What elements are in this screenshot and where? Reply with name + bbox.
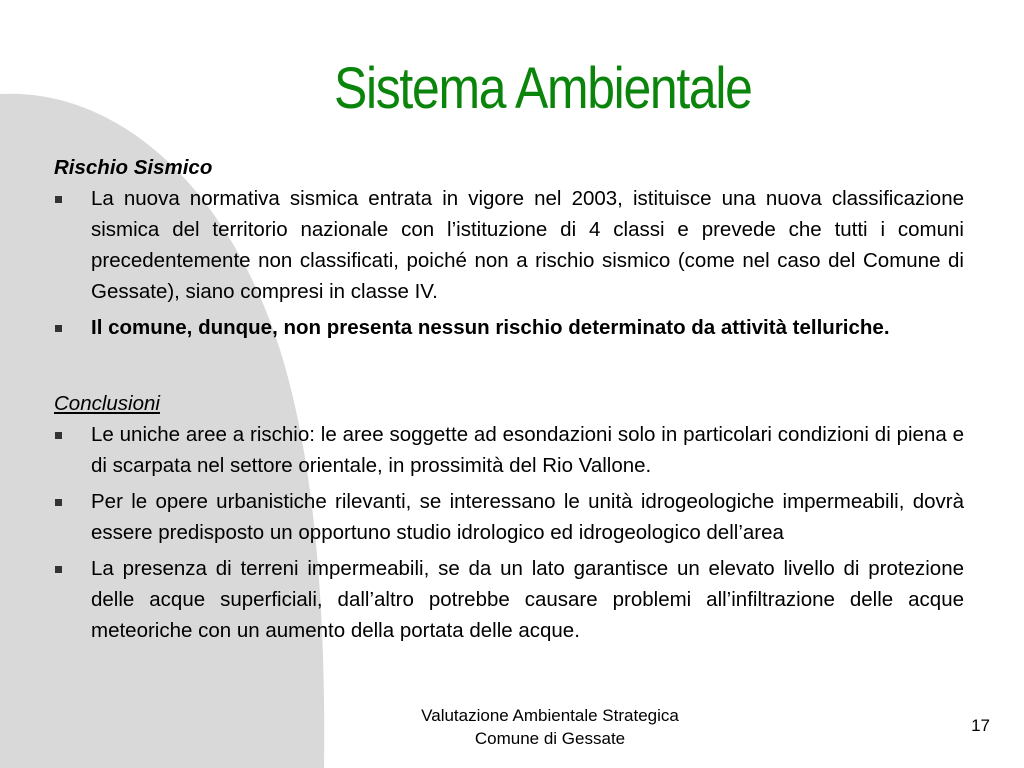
list-item — [54, 553, 964, 646]
square-bullet-icon — [55, 432, 62, 439]
conclusioni-heading-text: Conclusioni — [54, 392, 160, 415]
page-number: 17 — [971, 716, 990, 735]
bullet-text: Per le opere urbanistiche rilevanti, se interessano le unità idrogeologiche impermeabili, dovrà essere predisposto un opportuno studio idrologico ed idrogeologico dell’area — [91, 490, 964, 544]
section-spacer — [54, 348, 964, 388]
square-bullet-icon — [55, 499, 62, 506]
section-heading-conclusioni — [54, 388, 964, 419]
square-bullet-icon — [55, 196, 62, 203]
bullet-text: Il comune, dunque, non presenta nessun rischio determinato da attività telluriche. — [91, 316, 890, 339]
bullet-text: La nuova normativa sismica entrata in vigore nel 2003, istituisce una nuova classificazione sismica del territorio nazionale con l’istituzione di 4 classi e prevede che tutti i comuni precedentemente non classificati, poiché non a rischio sismico (come nel caso del Comune di Gessate), siano compresi in classe IV. — [91, 187, 964, 303]
bullet-text: Le uniche aree a rischio: le aree soggette ad esondazioni solo in particolari condizioni di piena e di scarpata nel settore orientale, in prossimità del Rio Vallone. — [91, 423, 964, 477]
footer-line-2: Comune di Gessate — [474, 729, 626, 748]
slide-title: Sistema Ambientale — [334, 56, 752, 121]
list-item — [54, 419, 964, 481]
list-item — [54, 486, 964, 548]
square-bullet-icon — [55, 566, 62, 573]
bullet-text: La presenza di terreni impermeabili, se da un lato garantisce un elevato livello di protezione delle acque superficiali, dall’altro potrebbe causare problemi all’infiltrazione delle acque meteoriche con un aumento della portata delle acque. — [91, 557, 964, 642]
list-item — [54, 312, 964, 343]
slide-content — [54, 152, 964, 651]
square-bullet-icon — [55, 325, 62, 332]
list-item — [54, 183, 964, 307]
section-heading-rischio-sismico: Rischio Sismico — [54, 156, 213, 179]
slide-footer — [380, 704, 720, 750]
footer-line-1: Valutazione Ambientale Strategica — [421, 706, 679, 725]
